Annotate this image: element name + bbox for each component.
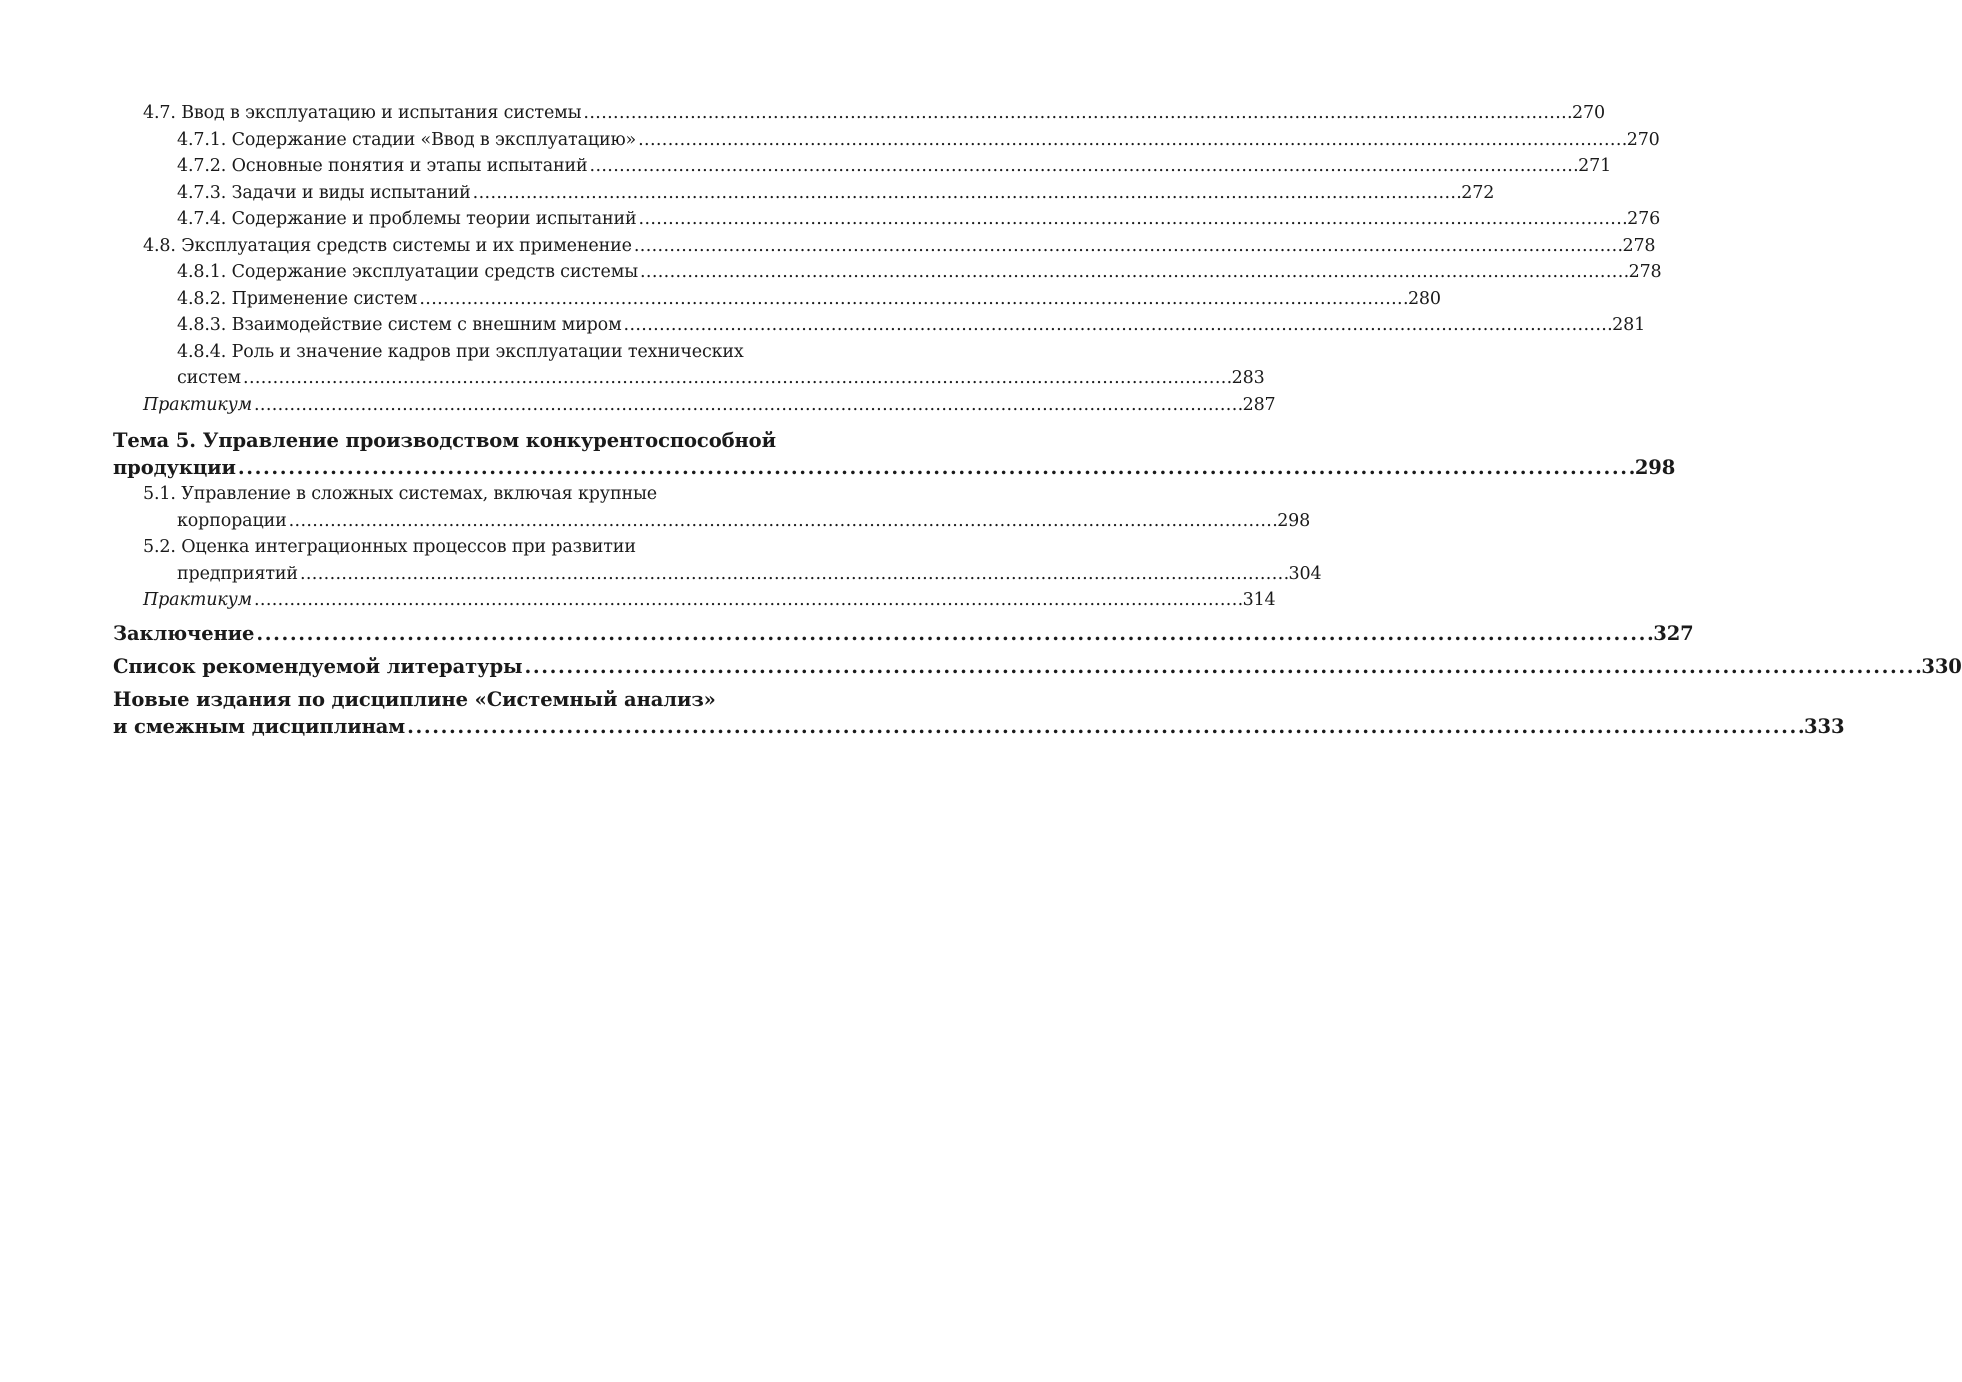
- toc-entry-title: 4.7.1. Содержание стадии «Ввод в эксплуатацию»: [177, 129, 637, 150]
- toc-entry-page: 278: [1622, 235, 1656, 256]
- toc-chapter-entry[interactable]: [113, 620, 1694, 647]
- toc-chapter-entry[interactable]: [113, 653, 1962, 680]
- toc-entry[interactable]: [113, 206, 1661, 233]
- toc-entry-page: 272: [1461, 182, 1495, 203]
- dot-leader: [419, 286, 1406, 313]
- toc-entry-title: 4.7.3. Задачи и виды испытаний: [177, 182, 471, 203]
- toc-entry-title-line2: корпорации: [177, 510, 287, 531]
- dot-leader: [590, 153, 1577, 180]
- toc-entry-practicum[interactable]: [113, 587, 1276, 614]
- toc-entry-title-line2: и смежным дисциплинам: [113, 714, 406, 738]
- toc-entry-title-line2: систем: [177, 368, 242, 388]
- toc-entry-practicum[interactable]: [113, 392, 1276, 419]
- toc-entry-page: 327: [1653, 621, 1694, 645]
- toc-entry-page: 270: [1626, 129, 1660, 150]
- toc-entry-title-line2: продукции: [113, 456, 236, 479]
- dot-leader: [243, 365, 1230, 392]
- toc-entry[interactable]: [113, 180, 1495, 207]
- toc-entry-title: 4.8.3. Взаимодействие систем с внешним миром: [177, 315, 622, 335]
- toc-entry-page: 271: [1578, 156, 1612, 176]
- toc-entry-page: 298: [1277, 510, 1311, 531]
- toc-entry-title: 4.7.2. Основные понятия и этапы испытаний: [177, 156, 588, 176]
- toc-entry-title: 4.7.4. Содержание и проблемы теории испытаний: [177, 209, 637, 229]
- toc-entry-title-line2: предприятий: [177, 563, 298, 584]
- toc-entry[interactable]: [113, 259, 1662, 286]
- toc-entry[interactable]: [113, 534, 1322, 587]
- toc-entry-title-line1: 5.2. Оценка интеграционных процессов при развитии: [143, 537, 636, 557]
- toc-entry-title: Практикум: [143, 590, 252, 610]
- dot-leader: [524, 653, 1919, 680]
- toc-entry[interactable]: [113, 100, 1605, 127]
- toc-entry[interactable]: [113, 312, 1646, 339]
- toc-entry-title: 4.8.2. Применение систем: [177, 288, 418, 309]
- toc-entry-page: 330: [1921, 654, 1962, 678]
- dot-leader: [640, 259, 1627, 286]
- toc-entry-page: 333: [1804, 714, 1845, 738]
- toc-entry-page: 314: [1242, 590, 1276, 610]
- toc-entry[interactable]: [113, 233, 1656, 260]
- toc-entry-title: 4.8.1. Содержание эксплуатации средств системы: [177, 262, 638, 282]
- toc-entry-title: 4.7. Ввод в эксплуатацию и испытания системы: [143, 103, 582, 123]
- toc-entry[interactable]: [113, 127, 1660, 154]
- dot-leader: [634, 233, 1621, 260]
- toc-entry-title-line1: 5.1. Управление в сложных системах, включая крупные: [143, 484, 657, 504]
- toc-entry-page: 278: [1628, 262, 1662, 282]
- toc-entry-page: 276: [1627, 209, 1661, 229]
- dot-leader: [624, 312, 1611, 339]
- toc-entry-title: Практикум: [143, 394, 252, 415]
- toc-entry-page: 287: [1242, 394, 1276, 415]
- dot-leader: [238, 454, 1633, 481]
- table-of-contents: [113, 100, 1962, 740]
- toc-entry-page: 283: [1231, 368, 1265, 388]
- toc-entry-page: 280: [1407, 288, 1441, 309]
- toc-entry[interactable]: [113, 339, 1265, 392]
- dot-leader: [256, 620, 1651, 647]
- dot-leader: [583, 100, 1570, 127]
- dot-leader: [473, 180, 1460, 207]
- toc-entry-page: 281: [1612, 315, 1646, 335]
- toc-entry[interactable]: [113, 153, 1612, 180]
- toc-entry-title: Список рекомендуемой литературы: [113, 654, 523, 678]
- toc-entry-page: 298: [1634, 456, 1676, 479]
- toc-entry-title-line1: Новые издания по дисциплине «Системный анализ»: [113, 687, 716, 711]
- dot-leader: [407, 713, 1802, 740]
- toc-entry[interactable]: [113, 481, 1311, 534]
- toc-entry[interactable]: [113, 286, 1441, 313]
- toc-entry-page: 304: [1288, 563, 1322, 584]
- dot-leader: [254, 587, 1241, 614]
- toc-entry-title-line1: 4.8.4. Роль и значение кадров при эксплуатации технических: [177, 341, 744, 362]
- toc-entry-title-line1: Тема 5. Управление производством конкурентоспособной: [113, 429, 776, 452]
- toc-entry-page: 270: [1572, 103, 1605, 123]
- toc-chapter-entry[interactable]: [113, 427, 1676, 481]
- toc-entry-title: Заключение: [113, 621, 255, 645]
- dot-leader: [300, 561, 1287, 588]
- dot-leader: [254, 392, 1241, 419]
- dot-leader: [638, 127, 1625, 154]
- dot-leader: [289, 508, 1276, 535]
- toc-chapter-entry[interactable]: [113, 686, 1845, 740]
- toc-entry-title: 4.8. Эксплуатация средств системы и их применение: [143, 235, 632, 256]
- dot-leader: [639, 206, 1626, 233]
